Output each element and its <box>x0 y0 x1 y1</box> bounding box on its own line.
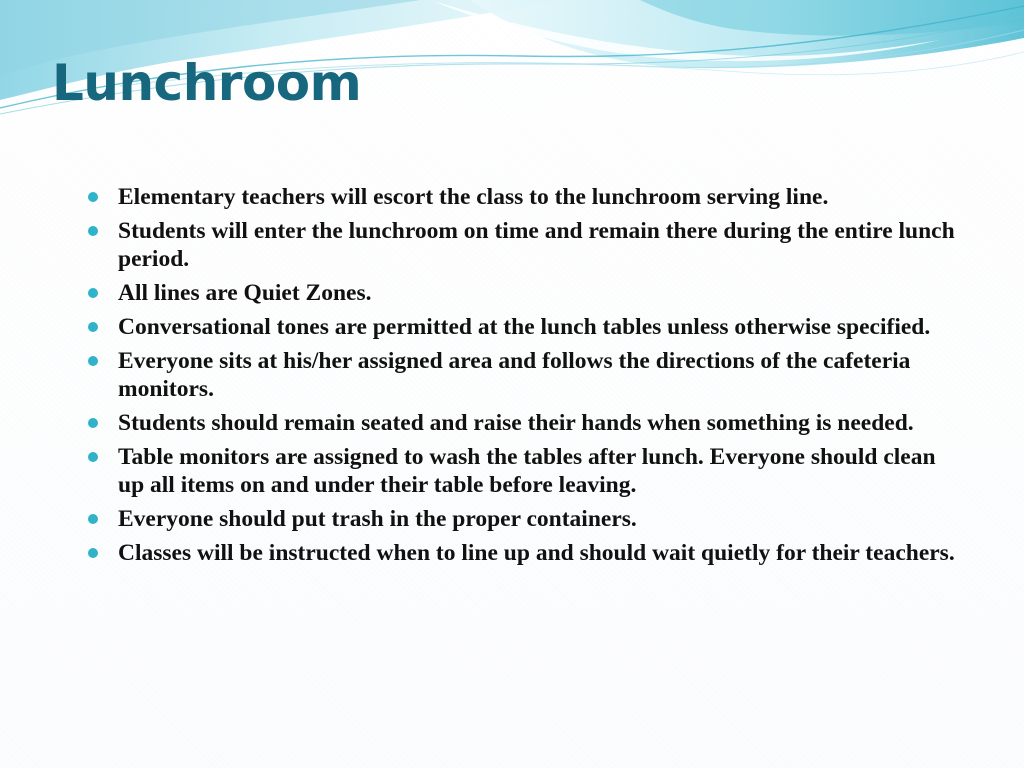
bullet-dot-icon <box>88 452 98 462</box>
bullet-text: Everyone should put trash in the proper containers. <box>118 506 637 532</box>
bullet-dot-icon <box>88 514 98 524</box>
bullet-dot-icon <box>88 192 98 202</box>
bullet-item <box>86 409 956 437</box>
bullet-text: Classes will be instructed when to line up and should wait quietly for their teachers. <box>118 540 955 566</box>
bullet-text: Conversational tones are permitted at the lunch tables unless otherwise specified. <box>118 314 931 340</box>
bullet-item <box>86 443 956 499</box>
bullet-text: Table monitors are assigned to wash the tables after lunch. Everyone should clean up all items on and under their table before leaving. <box>118 444 936 498</box>
bullet-item <box>86 313 956 341</box>
bullet-dot-icon <box>88 322 98 332</box>
bullet-item <box>86 279 956 307</box>
bullet-dot-icon <box>88 356 98 366</box>
bullet-item <box>86 217 956 273</box>
bullet-text: All lines are Quiet Zones. <box>118 280 372 306</box>
bullet-text: Students should remain seated and raise their hands when something is needed. <box>118 410 914 436</box>
bullet-dot-icon <box>88 418 98 428</box>
bullet-dot-icon <box>88 226 98 236</box>
bullet-dot-icon <box>88 288 98 298</box>
bullet-item <box>86 505 956 533</box>
bullet-text: Elementary teachers will escort the class to the lunchroom serving line. <box>118 184 829 210</box>
bullet-dot-icon <box>88 548 98 558</box>
bullet-list <box>86 183 956 573</box>
bullet-text: Everyone sits at his/her assigned area and follows the directions of the cafeteria monitors. <box>118 348 911 402</box>
bullet-item <box>86 183 956 211</box>
slide-title: Lunchroom <box>52 54 362 112</box>
bullet-item <box>86 347 956 403</box>
bullet-text: Students will enter the lunchroom on time and remain there during the entire lunch period. <box>118 218 955 272</box>
bullet-item <box>86 539 956 567</box>
